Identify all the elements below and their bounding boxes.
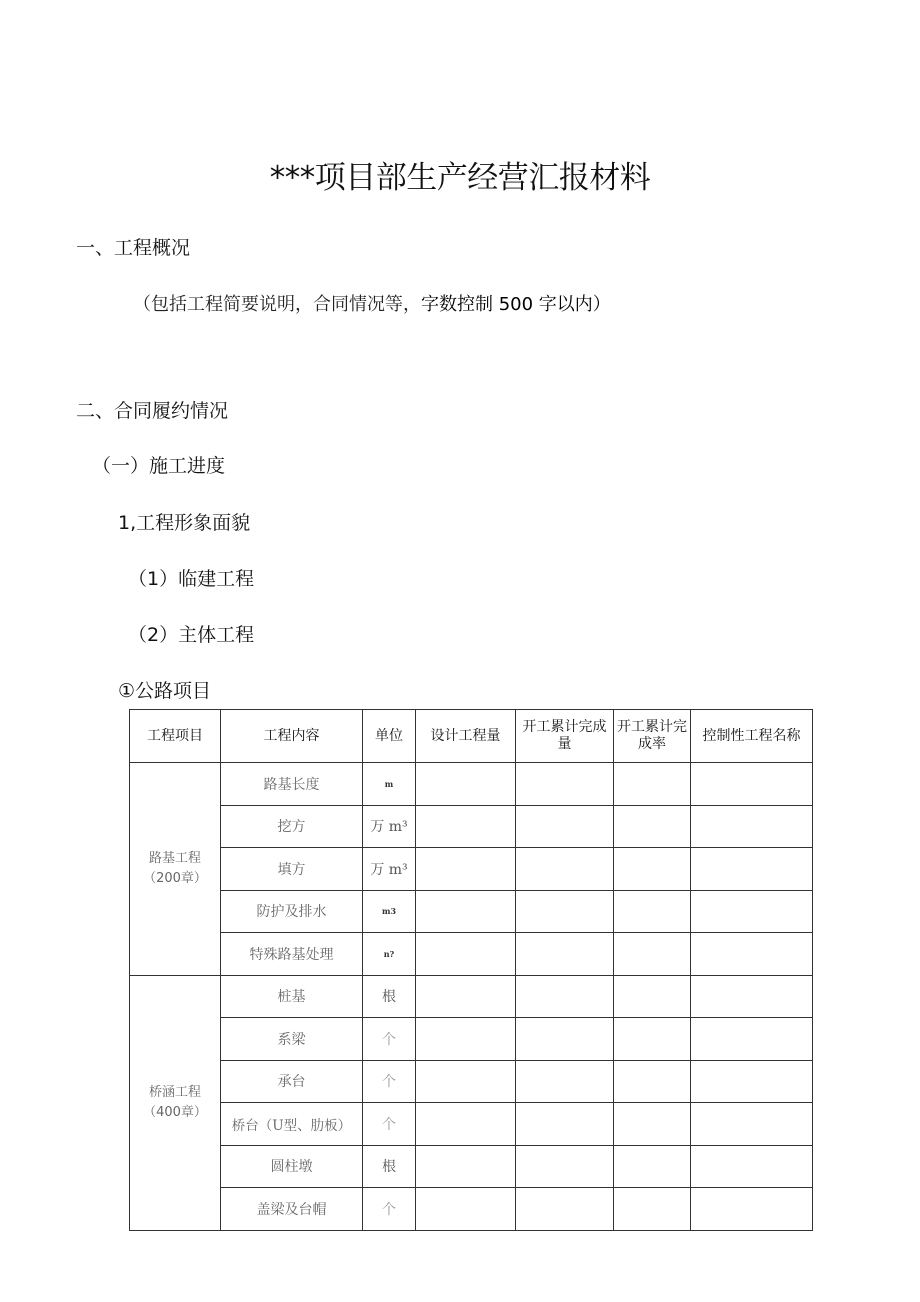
completion-rate-cell[interactable] — [614, 890, 691, 933]
design-quantity-cell[interactable] — [416, 975, 516, 1018]
control-works-cell[interactable] — [691, 1103, 813, 1146]
control-works-cell[interactable] — [691, 933, 813, 976]
completion-rate-cell[interactable] — [614, 1188, 691, 1231]
work-item-cell: 盖梁及台帽 — [221, 1188, 363, 1231]
header-cell: 设计工程量 — [416, 710, 516, 763]
completion-rate-cell[interactable] — [614, 1018, 691, 1061]
header-cell: 工程项目 — [130, 710, 221, 763]
unit-cell: 根 — [363, 1145, 416, 1188]
design-quantity-cell[interactable] — [416, 1018, 516, 1061]
design-quantity-cell[interactable] — [416, 763, 516, 806]
overview-instruction-plain: （包括工程简要说明，合同情况等， — [133, 294, 421, 315]
completed-quantity-cell[interactable] — [516, 763, 614, 806]
item-road-project: ①公路项目 — [118, 680, 212, 702]
completed-quantity-cell[interactable] — [516, 890, 614, 933]
completed-quantity-cell[interactable] — [516, 1103, 614, 1146]
work-item-cell: 圆柱墩 — [221, 1145, 363, 1188]
design-quantity-cell[interactable] — [416, 805, 516, 848]
table-row — [130, 1188, 813, 1231]
header-cell: 开工累计完成量 — [516, 710, 614, 763]
completion-rate-cell[interactable] — [614, 975, 691, 1018]
unit-cell: 万 m³ — [363, 805, 416, 848]
unit-cell: m — [363, 763, 416, 806]
unit-cell: m3 — [363, 890, 416, 933]
completed-quantity-cell[interactable] — [516, 933, 614, 976]
completed-quantity-cell[interactable] — [516, 1018, 614, 1061]
unit-cell: 万 m³ — [363, 848, 416, 891]
section-heading-overview: 一、工程概况 — [76, 237, 191, 259]
design-quantity-cell[interactable] — [416, 1103, 516, 1146]
header-cell: 单位 — [363, 710, 416, 763]
overview-instruction-limit: 字数控制 500 字以内） — [421, 294, 611, 315]
item-heading-appearance: 1,工程形象面貌 — [118, 512, 251, 534]
table-row — [130, 1060, 813, 1103]
control-works-cell[interactable] — [691, 1188, 813, 1231]
table-row — [130, 763, 813, 806]
completion-rate-cell[interactable] — [614, 1103, 691, 1146]
table-row — [130, 848, 813, 891]
header-cell: 控制性工程名称 — [691, 710, 813, 763]
design-quantity-cell[interactable] — [416, 890, 516, 933]
unit-cell: 个 — [363, 1060, 416, 1103]
completion-rate-cell[interactable] — [614, 933, 691, 976]
completion-rate-cell[interactable] — [614, 1145, 691, 1188]
unit-cell: 个 — [363, 1103, 416, 1146]
table-row — [130, 805, 813, 848]
table-row — [130, 1018, 813, 1061]
header-cell: 开工累计完成率 — [614, 710, 691, 763]
control-works-cell[interactable] — [691, 890, 813, 933]
table-row — [130, 1103, 813, 1146]
item-main-works: （2）主体工程 — [128, 624, 255, 646]
work-item-cell: 挖方 — [221, 805, 363, 848]
unit-cell: 根 — [363, 975, 416, 1018]
unit-cell: 个 — [363, 1188, 416, 1231]
unit-cell: 个 — [363, 1018, 416, 1061]
control-works-cell[interactable] — [691, 1145, 813, 1188]
design-quantity-cell[interactable] — [416, 1060, 516, 1103]
design-quantity-cell[interactable] — [416, 933, 516, 976]
completed-quantity-cell[interactable] — [516, 805, 614, 848]
control-works-cell[interactable] — [691, 975, 813, 1018]
work-item-cell: 桩基 — [221, 975, 363, 1018]
group-cell-subgrade: 路基工程（200章） — [130, 763, 221, 976]
overview-instruction — [133, 290, 611, 316]
completed-quantity-cell[interactable] — [516, 1145, 614, 1188]
work-item-cell: 特殊路基处理 — [221, 933, 363, 976]
control-works-cell[interactable] — [691, 805, 813, 848]
completed-quantity-cell[interactable] — [516, 848, 614, 891]
design-quantity-cell[interactable] — [416, 1145, 516, 1188]
table-row — [130, 933, 813, 976]
section-heading-contract: 二、合同履约情况 — [76, 400, 229, 422]
table-header-row — [130, 710, 813, 763]
completion-rate-cell[interactable] — [614, 805, 691, 848]
subsection-heading-progress: （一）施工进度 — [92, 455, 226, 477]
control-works-cell[interactable] — [691, 848, 813, 891]
unit-cell: n? — [363, 933, 416, 976]
completion-rate-cell[interactable] — [614, 1060, 691, 1103]
control-works-cell[interactable] — [691, 763, 813, 806]
page-title: ***项目部生产经营汇报材料 — [269, 160, 651, 196]
work-item-cell: 系梁 — [221, 1018, 363, 1061]
control-works-cell[interactable] — [691, 1018, 813, 1061]
progress-table — [129, 709, 813, 1231]
table-row — [130, 975, 813, 1018]
control-works-cell[interactable] — [691, 1060, 813, 1103]
design-quantity-cell[interactable] — [416, 1188, 516, 1231]
work-item-cell: 路基长度 — [221, 763, 363, 806]
header-cell: 工程内容 — [221, 710, 363, 763]
design-quantity-cell[interactable] — [416, 848, 516, 891]
work-item-cell: 承台 — [221, 1060, 363, 1103]
group-cell-bridges: 桥涵工程（400章） — [130, 975, 221, 1230]
table-row — [130, 1145, 813, 1188]
completed-quantity-cell[interactable] — [516, 975, 614, 1018]
table-row — [130, 890, 813, 933]
completion-rate-cell[interactable] — [614, 763, 691, 806]
completed-quantity-cell[interactable] — [516, 1188, 614, 1231]
work-item-cell: 桥台（U型、肋板） — [221, 1103, 363, 1146]
item-temporary-works: （1）临建工程 — [128, 568, 255, 590]
completion-rate-cell[interactable] — [614, 848, 691, 891]
work-item-cell: 防护及排水 — [221, 890, 363, 933]
work-item-cell: 填方 — [221, 848, 363, 891]
completed-quantity-cell[interactable] — [516, 1060, 614, 1103]
